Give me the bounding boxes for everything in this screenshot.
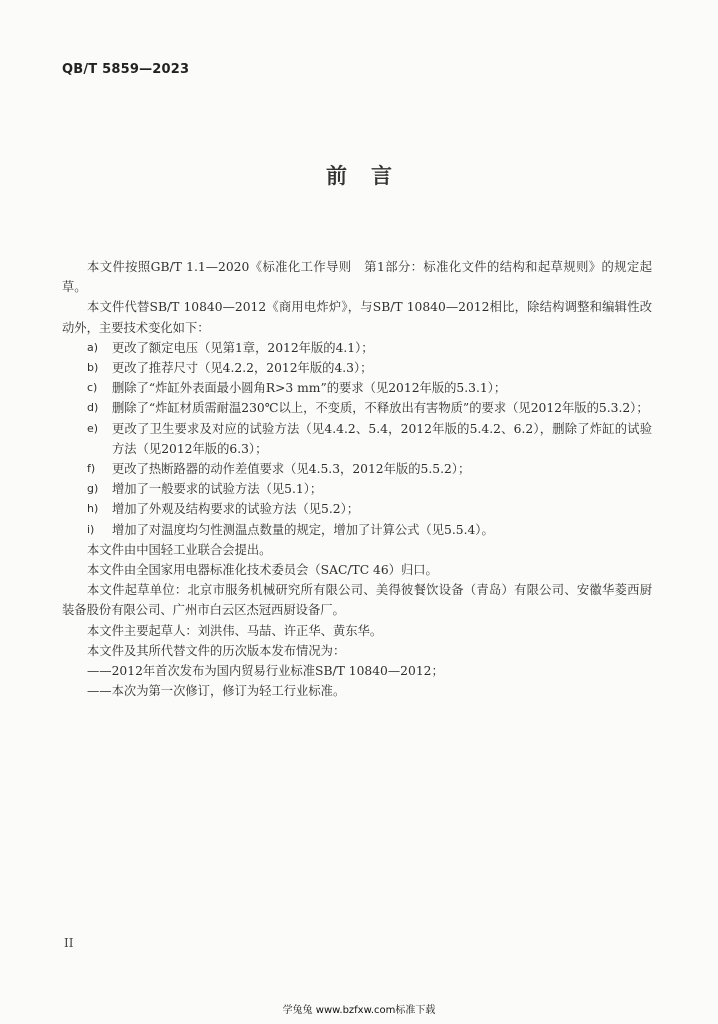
- list-marker: e): [87, 421, 99, 435]
- list-item: [62, 378, 652, 398]
- history-item: ——2012年首次发布为国内贸易行业标准SB/T 10840—2012；: [87, 664, 444, 679]
- list-item: [62, 419, 652, 459]
- list-marker: d): [87, 401, 99, 415]
- list-text: 更改了卫生要求及对应的试验方法（见4.4.2、5.4，2012年版的5.4.2、6.2），删除了炸缸的试验方法（见2012年版的6.3）；: [112, 421, 652, 456]
- list-text: 更改了热断路器的动作差值要求（见4.5.3，2012年版的5.5.2）；: [112, 462, 471, 477]
- list-marker: f): [87, 462, 96, 476]
- page-title: 前言: [326, 163, 416, 188]
- list-item: [62, 520, 652, 540]
- paragraph-committee: 本文件由全国家用电器标准化技术委员会（SAC/TC 46）归口。: [87, 563, 438, 578]
- list-item: [62, 499, 652, 519]
- page-number: II: [64, 936, 74, 950]
- history-item: ——本次为第一次修订，修订为轻工行业标准。: [87, 684, 346, 699]
- list-marker: c): [87, 381, 98, 395]
- paragraph-drafters: 本文件主要起草人：刘洪伟、马喆、许正华、黄东华。: [87, 623, 383, 638]
- list-item: [62, 479, 652, 499]
- paragraph-proposer: 本文件由中国轻工业联合会提出。: [87, 542, 272, 557]
- list-item: [62, 398, 652, 418]
- list-text: 删除了“炸缸外表面最小圆角R>3 mm”的要求（见2012年版的5.3.1）；: [112, 381, 507, 396]
- standard-code: QB/T 5859—2023: [62, 62, 190, 77]
- paragraph-replacement: 本文件代替SB/T 10840—2012《商用电炸炉》，与SB/T 10840—2012相比，除结构调整和编辑性改动外，主要技术变化如下：: [62, 300, 652, 335]
- list-marker: h): [87, 502, 99, 516]
- list-text: 更改了额定电压（见第1章，2012年版的4.1）；: [112, 340, 374, 355]
- list-item: [62, 459, 652, 479]
- list-marker: g): [87, 482, 99, 496]
- paragraph-history-intro: 本文件及其所代替文件的历次版本发布情况为：: [87, 643, 346, 658]
- list-item: [62, 358, 652, 378]
- list-text: 更改了推荐尺寸（见4.2.2，2012年版的4.3）；: [112, 361, 373, 376]
- list-text: 删除了“炸缸材质需耐温230℃以上，不变质，不释放出有害物质”的要求（见2012年版的5.3.2）；: [112, 401, 649, 416]
- list-text: 增加了一般要求的试验方法（见5.1）；: [112, 482, 323, 497]
- list-text: 增加了对温度均匀性测温点数量的规定，增加了计算公式（见5.5.4）。: [112, 522, 494, 537]
- list-marker: a): [87, 340, 99, 354]
- paragraph-drafting-units: 本文件起草单位：北京市服务机械研究所有限公司、美得彼餐饮设备（青岛）有限公司、安徽华菱西厨装备股份有限公司、广州市白云区杰冠西厨设备厂。: [62, 583, 652, 618]
- foreword-body: [62, 257, 652, 701]
- list-marker: i): [87, 522, 95, 536]
- site-watermark: 学兔兔 www.bzfxw.com标准下载: [282, 1005, 436, 1016]
- list-item: [62, 338, 652, 358]
- paragraph-drafting-rules: 本文件按照GB/T 1.1—2020《标准化工作导则 第1部分：标准化文件的结构和起草规则》的规定起草。: [62, 260, 652, 295]
- list-text: 增加了外观及结构要求的试验方法（见5.2）；: [112, 502, 360, 517]
- list-marker: b): [87, 361, 99, 375]
